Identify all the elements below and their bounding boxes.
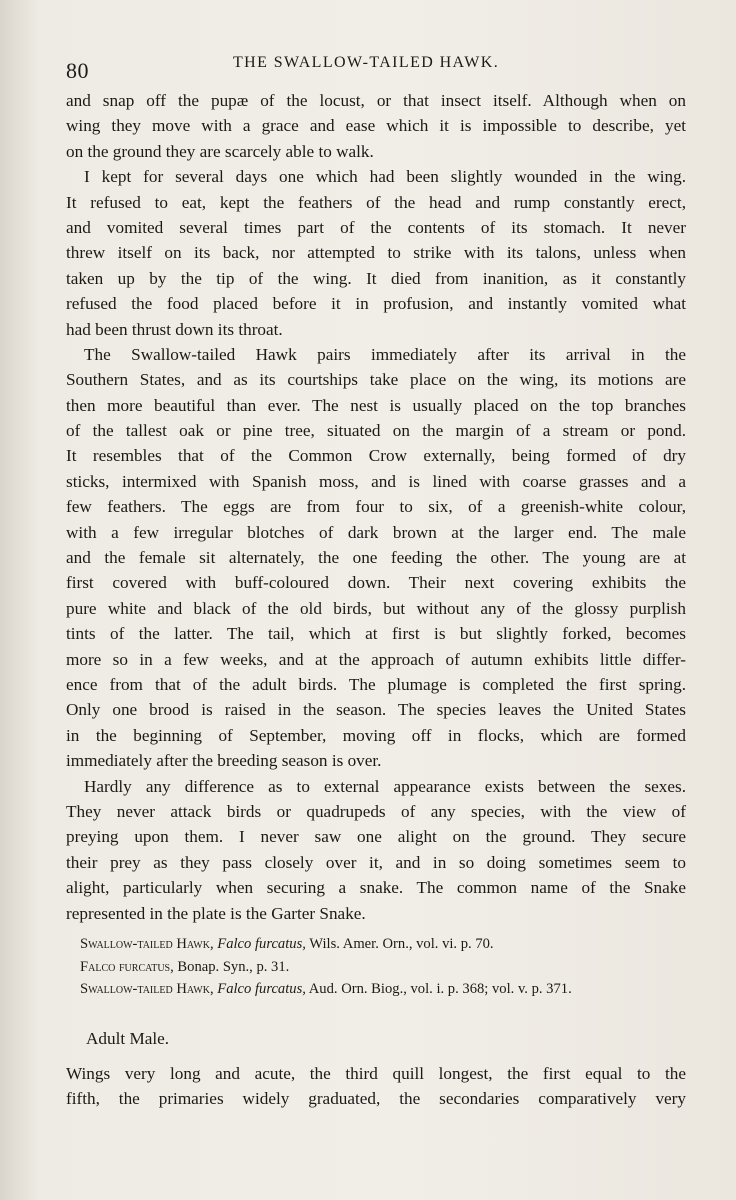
adult-male-heading: Adult Male.	[86, 1029, 170, 1048]
text-line: Only one brood is raised in the season. The species leaves the United States	[66, 700, 686, 720]
text-line: more so in a few weeks, and at the approach of autumn exhibits little differ-	[66, 649, 686, 669]
text-line: in the beginning of September, moving off in flocks, which are formed	[66, 725, 686, 745]
text-line: taken up by the tip of the wing. It died from inanition, as it constantly	[66, 268, 686, 288]
text-line: and the female sit alternately, the one feeding the other. The young are at	[66, 548, 686, 568]
description-line: fifth, the primaries widely graduated, the secondaries comparatively very	[66, 1089, 686, 1109]
reference-entry	[80, 956, 690, 979]
text-line: on the ground they are scarcely able to walk.	[66, 141, 374, 161]
paragraph	[66, 342, 686, 774]
text-line: The Swallow-tailed Hawk pairs immediately after its arrival in the	[84, 344, 686, 364]
synonymy-references	[80, 933, 690, 1001]
text-line: It refused to eat, kept the feathers of the head and rump constantly erect,	[66, 192, 686, 212]
text-line: immediately after the breeding season is over.	[66, 751, 382, 771]
text-line: represented in the plate is the Garter Snake.	[66, 903, 366, 923]
text-line: alight, particularly when securing a snake. The common name of the Snake	[66, 878, 686, 898]
text-line: preying upon them. I never saw one alight on the ground. They secure	[66, 827, 686, 847]
page-header	[66, 52, 686, 86]
page-number: 80	[66, 58, 89, 83]
reference-name: Swallow-tailed Hawk,	[80, 936, 214, 952]
text-line: Southern States, and as its courtships take place on the wing, its motions are	[66, 370, 686, 390]
reference-entry	[80, 978, 690, 1001]
paragraph	[66, 774, 686, 926]
reference-citation: Bonap. Syn., p. 31.	[173, 958, 290, 975]
paragraph	[66, 88, 686, 164]
description-line: Wings very long and acute, the third quill longest, the first equal to the	[66, 1064, 686, 1083]
text-line: refused the food placed before it in profusion, and instantly vomited what	[66, 294, 686, 314]
text-line: then more beautiful than ever. The nest is usually placed on the top branches	[66, 395, 686, 415]
text-line: It resembles that of the Common Crow externally, being formed of dry	[66, 446, 686, 466]
text-line: ence from that of the adult birds. The plumage is completed the first spring.	[66, 674, 686, 694]
text-line: They never attack birds or quadrupeds of any species, with the view of	[66, 801, 686, 821]
text-line: I kept for several days one which had been slightly wounded in the wing.	[84, 167, 686, 187]
text-line: their prey as they pass closely over it, and in so doing sometimes seem to	[66, 852, 686, 872]
text-line: sticks, intermixed with Spanish moss, and is lined with coarse grasses and a	[66, 471, 686, 491]
text-line: pure white and black of the old birds, but without any of the glossy purplish	[66, 598, 686, 618]
text-line: few feathers. The eggs are from four to six, of a greenish-white colour,	[66, 497, 686, 517]
reference-name: Swallow-tailed Hawk,	[80, 981, 214, 997]
text-line: and snap off the pupæ of the locust, or that insect itself. Although when on	[66, 91, 686, 110]
reference-entry	[80, 933, 690, 956]
text-line: tints of the latter. The tail, which at first is but slightly forked, becomes	[66, 624, 686, 644]
text-line: first covered with buff-coloured down. Their next covering exhibits the	[66, 573, 686, 593]
description-text	[66, 1061, 686, 1112]
reference-name: Falco furcatus,	[80, 958, 174, 975]
paragraph	[66, 164, 686, 342]
reference-latin-name: Falco furcatus,	[217, 981, 306, 997]
reference-citation: Aud. Orn. Biog., vol. i. p. 368; vol. v. p. 371.	[305, 981, 572, 997]
text-line: had been thrust down its throat.	[66, 319, 283, 339]
text-line: wing they move with a grace and ease which it is impossible to describe, yet	[66, 116, 686, 136]
body-text	[66, 88, 686, 926]
text-line: Hardly any difference as to external appearance exists between the sexes.	[84, 776, 686, 796]
text-line: of the tallest oak or pine tree, situated on the margin of a stream or pond.	[66, 421, 686, 441]
running-title: THE SWALLOW-TAILED HAWK.	[233, 54, 500, 71]
text-line: with a few irregular blotches of dark brown at the larger end. The male	[66, 522, 686, 542]
text-line: threw itself on its back, nor attempted to strike with its talons, unless when	[66, 243, 686, 263]
text-line: and vomited several times part of the contents of its stomach. It never	[66, 217, 686, 237]
reference-citation: Wils. Amer. Orn., vol. vi. p. 70.	[305, 936, 494, 952]
reference-latin-name: Falco furcatus,	[217, 936, 306, 952]
